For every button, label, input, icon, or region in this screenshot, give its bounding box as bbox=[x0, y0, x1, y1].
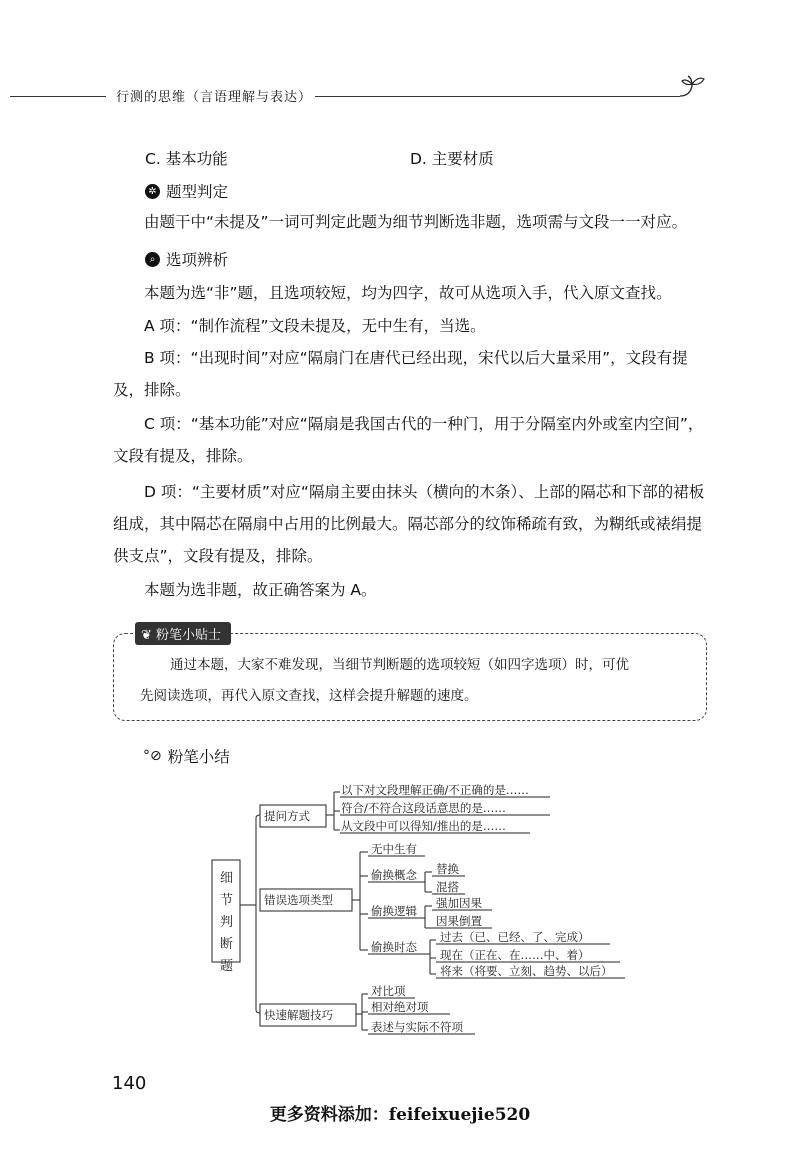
sprout-icon: ❦ bbox=[141, 628, 157, 643]
mindmap-item: 现在（正在、在……中、着） bbox=[440, 948, 590, 962]
mindmap-item: 从文段中可以得知/推出的是…… bbox=[341, 819, 506, 833]
analysis-option-d: D 项：“主要材质”对应“隔扇主要由抹头（横向的木条）、上部的隔芯和下部的裙板组成，其中隔芯在隔扇中占用的比例最大。隔芯部分的纹饰稀疏有致，为糊纸或裱绢提供支点”，文段有提及，排除。 bbox=[113, 483, 705, 565]
running-header-title: 行测的思维（言语理解与表达） bbox=[116, 90, 313, 105]
analysis-intro: 本题为选“非”题，且选项较短，均为四字，故可从选项入手，代入原文查找。 bbox=[144, 284, 672, 302]
analysis-option-b: B 项：“出现时间”对应“隔扇门在唐代已经出现，宋代以后大量采用”，文段有提及，排除。 bbox=[113, 349, 688, 399]
summary-title: 粉笔小结 bbox=[167, 748, 230, 766]
mindmap-item: 强加因果 bbox=[436, 896, 482, 910]
mindmap-item: 将来（将要、立刻、趋势、以后） bbox=[440, 964, 613, 978]
option-d: D. 主要材质 bbox=[410, 150, 494, 168]
mindmap-root-char-5: 题 bbox=[220, 959, 234, 974]
mindmap-item: 混搭 bbox=[436, 880, 459, 894]
pencil-icon: °⊘ bbox=[143, 748, 162, 764]
mindmap-root-char-1: 细 bbox=[220, 871, 234, 886]
mindmap-branch-error-types: 错误选项类型 bbox=[264, 893, 333, 907]
mindmap-item: 以下对文段理解正确/不正确的是…… bbox=[341, 783, 529, 797]
gear-icon: ✲ bbox=[145, 184, 160, 199]
analysis-option-a: A 项：“制作流程”文段未提及，无中生有，当选。 bbox=[144, 317, 486, 335]
mindmap-item: 偷换逻辑 bbox=[371, 904, 417, 918]
mindmap-item: 偷换概念 bbox=[371, 868, 417, 882]
mindmap-item: 过去（已、已经、了、完成） bbox=[440, 930, 590, 944]
page-number: 140 bbox=[112, 1073, 147, 1094]
mindmap-item: 无中生有 bbox=[371, 842, 417, 856]
option-c: C. 基本功能 bbox=[145, 150, 228, 168]
section-title: 题型判定 bbox=[166, 183, 229, 201]
mindmap-branch-techniques: 快速解题技巧 bbox=[264, 1008, 333, 1022]
mindmap-item: 表述与实际不符项 bbox=[371, 1020, 463, 1034]
mindmap-root-char-2: 节 bbox=[220, 893, 234, 908]
tip-label-text: 粉笔小贴士 bbox=[156, 628, 222, 643]
section-title: 选项辨析 bbox=[166, 251, 229, 269]
tip-line-2: 先阅读选项，再代入原文查找，这样会提升解题的速度。 bbox=[140, 688, 478, 704]
tip-line-1: 通过本题，大家不难发现，当细节判断题的选项较短（如四字选项）时，可优 bbox=[170, 657, 629, 673]
analysis-conclusion: 本题为选非题，故正确答案为 A。 bbox=[144, 581, 377, 599]
question-type-text: 由题干中“未提及”一词可判定此题为细节判断选非题，选项需与文段一一对应。 bbox=[144, 213, 688, 231]
mindmap-item: 替换 bbox=[436, 862, 459, 876]
mindmap-item: 符合/不符合这段话意思的是…… bbox=[341, 801, 506, 815]
mindmap-item: 对比项 bbox=[371, 984, 406, 998]
analysis-option-c: C 项：“基本功能”对应“隔扇是我国古代的一种门，用于分隔室内外或室内空间”，文段有提及，排除。 bbox=[113, 415, 704, 465]
mindmap-root-char-3: 判 bbox=[220, 915, 234, 930]
mindmap-item: 偷换时态 bbox=[371, 940, 417, 954]
footer-text: 更多资料添加：feifeixuejie520 bbox=[269, 1105, 531, 1125]
mindmap-item: 相对绝对项 bbox=[371, 1000, 429, 1014]
mindmap-branch-question: 提问方式 bbox=[264, 809, 310, 823]
magnifier-icon: ⌕ bbox=[145, 252, 160, 267]
mindmap-item: 因果倒置 bbox=[436, 914, 482, 928]
mindmap-root-char-4: 断 bbox=[220, 937, 234, 952]
